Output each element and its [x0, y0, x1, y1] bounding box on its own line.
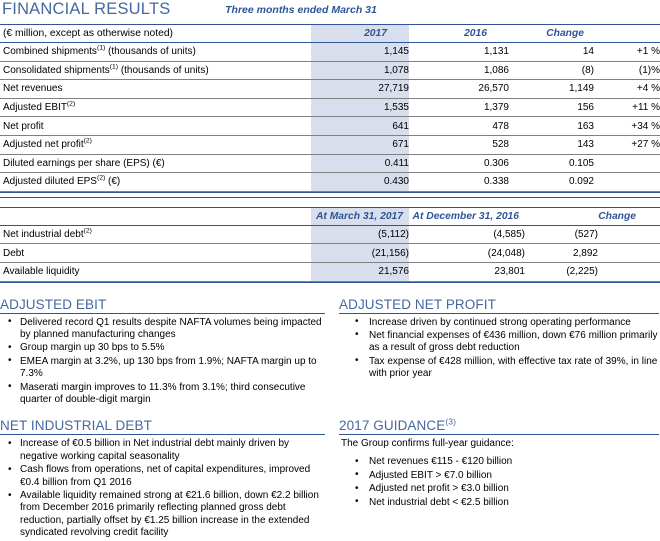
cell-change: 0.092: [509, 173, 594, 192]
bullet-list-adjusted-ebit: [0, 317, 325, 407]
table-row: [0, 173, 660, 192]
column-header-march-2017: At March 31, 2017: [311, 207, 409, 225]
panel-rule: [339, 434, 659, 435]
panel-title-text: 2017 GUIDANCE: [339, 418, 446, 434]
cell-december-2016: (24,048): [409, 244, 525, 263]
cell-pct: +1 %: [594, 43, 660, 62]
list-item: • Maserati margin improves to 11.3% from 3.1%; third consecutive quarter of double-digit margin: [0, 382, 325, 407]
list-item: • Cash flows from operations, net of capital expenditures, improved €0.4 billion from Q1 2016: [0, 464, 325, 489]
row-label: [0, 225, 311, 244]
row-label: [0, 117, 311, 136]
footnote-marker: (2): [83, 137, 92, 145]
cell-change: 163: [509, 117, 594, 136]
list-item: • Increase of €0.5 billion in Net industrial debt mainly driven by negative working capital seasonality: [0, 438, 325, 463]
cell-2017: 0.411: [311, 154, 409, 173]
row-label: [0, 262, 311, 281]
cell-pct: +11 %: [594, 98, 660, 117]
cell-change: 1,149: [509, 80, 594, 99]
panel-adjusted-net-profit: [339, 297, 659, 408]
list-item: • Group margin up 30 bps to 5.5%: [0, 342, 325, 354]
bullet-list-adjusted-net-profit: [339, 317, 659, 381]
cell-2016: 0.306: [409, 154, 509, 173]
financial-results-table: [0, 24, 660, 192]
row-label-text: Net profit: [3, 120, 44, 132]
list-item: • Adjusted EBIT > €7.0 billion: [339, 470, 659, 482]
list-item: • Increase driven by continued strong operating performance: [339, 317, 659, 329]
cell-2016: 1,379: [409, 98, 509, 117]
cell-change: (527): [525, 225, 660, 244]
row-label: [0, 43, 311, 62]
cell-pct: +34 %: [594, 117, 660, 136]
column-header-2017: 2017: [311, 25, 409, 43]
page-header: [0, 0, 660, 24]
period-label: Three months ended March 31: [225, 4, 377, 16]
cell-2017: 671: [311, 135, 409, 154]
table-row: [0, 135, 660, 154]
cell-2016: 1,131: [409, 43, 509, 62]
cell-2017: 0.430: [311, 173, 409, 192]
table-row: [0, 43, 660, 62]
list-item: • Net financial expenses of €436 million, down €76 million primarily as a result of gross debt reduction: [339, 330, 659, 355]
list-item: • Adjusted net profit > €3.0 billion: [339, 483, 659, 495]
row-label: [0, 173, 311, 192]
row-label-tail: (thousands of units): [118, 64, 209, 76]
list-item: • Available liquidity remained strong at €21.6 billion, down €2.2 billion from December 2016 primarily reflecting planned gross debt reduction, partially offset by €1.25 billion increase in the extended syndicated revolving credit facility: [0, 490, 325, 540]
footnote-marker: (1): [96, 44, 106, 52]
net-debt-table: [0, 207, 660, 282]
list-item: • EMEA margin at 3.2%, up 130 bps from 1.9%; NAFTA margin up to 7.3%: [0, 356, 325, 381]
row-label-text: Adjusted EBIT: [3, 102, 67, 114]
panel-adjusted-ebit: [0, 297, 325, 408]
cell-pct: (1)%: [594, 61, 660, 80]
row-label-text: Adjusted net profit: [3, 139, 84, 151]
cell-march-2017: (21,156): [311, 244, 409, 263]
page-title: FINANCIAL RESULTS: [2, 0, 171, 18]
cell-2016: 0.338: [409, 173, 509, 192]
table-row: [0, 98, 660, 117]
cell-pct: +4 %: [594, 80, 660, 99]
panel-title-2017-guidance: [339, 418, 659, 434]
column-header-pct: [594, 25, 660, 43]
cell-2017: 1,145: [311, 43, 409, 62]
table-gap: [0, 198, 660, 207]
bullet-list-guidance: [339, 456, 659, 509]
list-item: • Tax expense of €428 million, with effective tax rate of 39%, in line with prior year: [339, 356, 659, 381]
row-label-tail: (€): [105, 176, 121, 188]
panel-title-net-industrial-debt: NET INDUSTRIAL DEBT: [0, 418, 152, 434]
cell-2016: 478: [409, 117, 509, 136]
cell-march-2017: (5,112): [311, 225, 409, 244]
cell-2017: 641: [311, 117, 409, 136]
panels-row-bottom: [0, 418, 660, 540]
table-header-row: [0, 25, 660, 43]
panel-net-industrial-debt: [0, 418, 325, 540]
cell-change: 2,892: [525, 244, 660, 263]
row-label: [0, 154, 311, 173]
list-item: • Net industrial debt < €2.5 billion: [339, 497, 659, 509]
panel-title-adjusted-net-profit: ADJUSTED NET PROFIT: [339, 296, 496, 312]
cell-pct: [594, 154, 660, 173]
row-label-text: Net revenues: [3, 83, 63, 95]
list-item: • Net revenues €115 - €120 billion: [339, 456, 659, 468]
row-label-text: Diluted earnings per share (EPS) (€): [3, 157, 165, 169]
row-label: [0, 244, 311, 263]
row-label-tail: (thousands of units): [105, 46, 196, 58]
row-label: [0, 61, 311, 80]
row-label: [0, 98, 311, 117]
cell-2017: 1,535: [311, 98, 409, 117]
table-row: [0, 117, 660, 136]
row-label: [0, 80, 311, 99]
row-label-text: Available liquidity: [3, 266, 80, 278]
cell-2016: 528: [409, 135, 509, 154]
footnote-marker: (2): [96, 175, 106, 183]
table-row: [0, 225, 660, 244]
footnote-marker: (2): [66, 100, 76, 108]
table-row: [0, 61, 660, 80]
column-header-change: Change: [509, 25, 594, 43]
column-header-blank: [0, 207, 311, 225]
row-label-text: Debt: [3, 247, 25, 259]
footnote-marker: (1): [109, 63, 119, 71]
cell-pct: +27 %: [594, 135, 660, 154]
panel-rule: [0, 434, 325, 435]
column-header-december-2016: At December 31, 2016: [409, 207, 525, 225]
table-row: [0, 154, 660, 173]
guidance-lead-text: The Group confirms full-year guidance:: [341, 438, 514, 450]
cell-december-2016: 23,801: [409, 262, 525, 281]
table-row: [0, 80, 660, 99]
cell-2016: 26,570: [409, 80, 509, 99]
panel-title-adjusted-ebit: ADJUSTED EBIT: [0, 296, 107, 312]
cell-change: 156: [509, 98, 594, 117]
panel-rule: [0, 313, 325, 314]
list-item: • Delivered record Q1 results despite NAFTA volumes being impacted by planned manufacturing changes: [0, 317, 325, 342]
cell-2017: 1,078: [311, 61, 409, 80]
panel-rule: [339, 313, 659, 314]
row-label-text: Net industrial debt: [3, 229, 84, 241]
cell-change: (8): [509, 61, 594, 80]
cell-change: 14: [509, 43, 594, 62]
table-header-row: [0, 207, 660, 225]
cell-change: 143: [509, 135, 594, 154]
column-header-units: (€ million, except as otherwise noted): [0, 25, 311, 43]
table-row: [0, 244, 660, 263]
cell-change: 0.105: [509, 154, 594, 173]
row-label-text: Combined shipments: [3, 46, 97, 58]
bullet-list-net-industrial-debt: [0, 438, 325, 539]
cell-2017: 27,719: [311, 80, 409, 99]
table-row: [0, 262, 660, 281]
cell-march-2017: 21,576: [311, 262, 409, 281]
cell-2016: 1,086: [409, 61, 509, 80]
footnote-marker: (2): [83, 227, 92, 235]
row-label-text: Consolidated shipments: [3, 64, 110, 76]
cell-pct: [594, 173, 660, 192]
panels-row-top: [0, 297, 660, 408]
section-gap: [0, 283, 660, 297]
column-header-2016: 2016: [409, 25, 509, 43]
cell-december-2016: (4,585): [409, 225, 525, 244]
panel-2017-guidance: [339, 418, 659, 540]
footnote-marker: (3): [445, 416, 457, 427]
row-label: [0, 135, 311, 154]
row-label-text: Adjusted diluted EPS: [3, 176, 97, 188]
column-header-change: Change: [525, 207, 660, 225]
cell-change: (2,225): [525, 262, 660, 281]
panels-gap: [0, 407, 660, 418]
